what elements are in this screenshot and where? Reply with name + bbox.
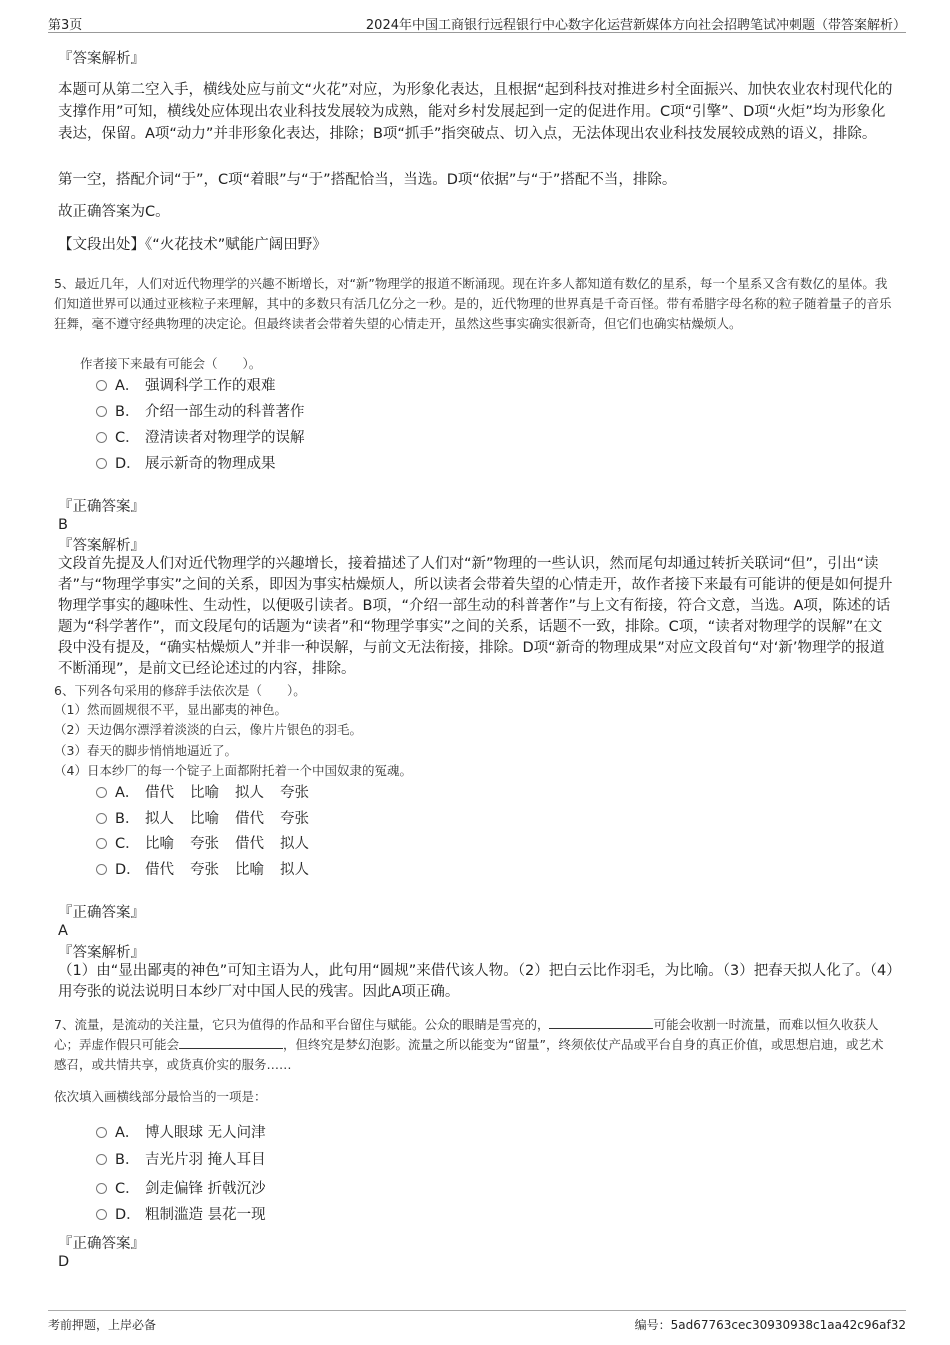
page-footer — [48, 1310, 906, 1337]
q6-option-a[interactable]: A． 借代 比喻 拟人 夸张 — [96, 782, 325, 804]
q5-stem: 5、最近几年，人们对近代物理学的兴趣不断增长，对“新”物理学的报道不断涌现。现在许多人都知道有数亿的星系，每一个星系又含有数亿的星体。我们知道世界可以通过亚核粒子来理解，其中的多数只有活几亿分之一秒。是的，近代物理的世界真是千奇百怪。带有希腊字母名称的粒子随着量子的音乐狂舞，毫不遵守经典物理的决定论。但最终读者会带着失望的心情走开，虽然这些事实确实很新奇，但它们也确实枯燥烦人。 — [54, 276, 892, 331]
blank-1 — [549, 1016, 653, 1029]
q5-analysis-label: 『答案解析』 — [58, 538, 145, 554]
radio-icon[interactable] — [96, 864, 107, 875]
q6-answer-label: 『正确答案』 — [58, 905, 145, 921]
q6-sentence-3: （3）春天的脚步悄悄地逼近了。 — [54, 743, 237, 758]
q4-analysis-p3: 故正确答案为C。 — [58, 204, 170, 220]
document-title: 2024年中国工商银行远程银行中心数字化运营新媒体方向社会招聘笔试冲刺题（带答案解析） — [365, 18, 906, 33]
radio-icon[interactable] — [96, 813, 107, 824]
page-number: 第3页 — [48, 18, 83, 33]
q6-sentence-2: （2）天边偶尔漂浮着淡淡的白云，像片片银色的羽毛。 — [54, 722, 362, 737]
radio-icon[interactable] — [96, 1183, 107, 1194]
page-header — [48, 12, 906, 33]
document-id: 编号：5ad67763cec30930938c1aa42c96af32 — [634, 1318, 906, 1332]
q6-stem: 6、下列各句采用的修辞手法依次是（ ）。 — [54, 683, 306, 698]
footer-slogan: 考前押题，上岸必备 — [48, 1318, 157, 1332]
radio-icon[interactable] — [96, 838, 107, 849]
radio-icon[interactable] — [96, 406, 107, 417]
radio-icon[interactable] — [96, 1209, 107, 1220]
q5-option-d[interactable]: D． 展示新奇的物理成果 — [96, 453, 276, 475]
q7-answer-label: 『正确答案』 — [58, 1236, 145, 1252]
q6-analysis: （1）由“显出鄙夷的神色”可知主语为人，此句用“圆规”来借代该人物。（2）把白云比作羽毛，为比喻。（3）把春天拟人化了。（4）用夸张的说法说明日本纱厂对中国人民的残害。因此A项正确。 — [58, 963, 894, 1000]
q5-analysis: 文段首先提及人们对近代物理学的兴趣增长，接着描述了人们对“新”物理的一些认识，然而尾句却通过转折关联词“但”，引出“读者”与“物理学事实”之间的关系，即因为事实枯燥烦人，所以读者会带着失望的心情走开，故作者接下来最有可能讲的便是如何提升物理学事实的趣味性、生动性，以便吸引读者。B项，“介绍一部生动的科普著作”与上文有衔接，符合文意，当选。A项，陈述的话题为“科学著作”，而文段尾句的话题为“读者”和“物理学事实”之间的关系，话题不一致，排除。C项，“读者对物理学的误解”在文段中没有提及，“确实枯燥烦人”并非一种误解，与前文无法衔接，排除。D项“新奇的物理成果”对应文段首句“对‘新’物理学的报道不断涌现”，是前文已经论述过的内容，排除。 — [58, 556, 893, 677]
q7-option-c[interactable]: C． 剑走偏锋 折戟沉沙 — [96, 1178, 266, 1200]
q6-option-d[interactable]: D． 借代 夸张 比喻 拟人 — [96, 859, 325, 881]
q5-option-c[interactable]: C． 澄清读者对物理学的误解 — [96, 427, 305, 449]
radio-icon[interactable] — [96, 380, 107, 391]
q4-source: 【文段出处】《“火花技术”赋能广阔田野》 — [58, 237, 327, 253]
radio-icon[interactable] — [96, 1154, 107, 1165]
q5-option-a[interactable]: A． 强调科学工作的艰难 — [96, 375, 276, 397]
q6-sentence-4: （4）日本纱厂的每一个锭子上面都附托着一个中国奴隶的冤魂。 — [54, 763, 412, 778]
radio-icon[interactable] — [96, 1127, 107, 1138]
q6-answer: A — [58, 923, 68, 939]
radio-icon[interactable] — [96, 787, 107, 798]
q7-option-d[interactable]: D． 粗制滥造 昙花一现 — [96, 1204, 266, 1226]
q6-option-b[interactable]: B． 拟人 比喻 借代 夸张 — [96, 808, 325, 830]
q6-analysis-label: 『答案解析』 — [58, 945, 145, 961]
q7-option-a[interactable]: A． 博人眼球 无人问津 — [96, 1122, 266, 1144]
q5-option-b[interactable]: B． 介绍一部生动的科普著作 — [96, 401, 305, 423]
q5-answer: B — [58, 517, 68, 533]
q4-analysis-p1: 本题可从第二空入手，横线处应与前文“火花”对应，为形象化表达，且根据“起到科技对推进乡村全面振兴、加快农业农村现代化的支撑作用”可知，横线处应体现出农业科技发展较为成熟，能对乡村发展起到一定的促进作用。C项“引擎”、D项“火炬”均为形象化表达，保留。A项“动力”并非形象化表达，排除；B项“抓手”指突破点、切入点，无法体现出农业科技发展较成熟的语义，排除。 — [58, 82, 893, 142]
q7-answer: D — [58, 1254, 70, 1270]
q4-analysis-p2: 第一空，搭配介词“于”，C项“着眼”与“于”搭配恰当，当选。D项“依据”与“于”搭配不当，排除。 — [58, 172, 677, 188]
q7-stem: 7、流量，是流动的关注量，它只为值得的作品和平台留住与赋能。公众的眼睛是雪亮的， 可能会收割一时流量，而难以恒久收获人心；弄虚作假只可能会 ，但终究是梦幻泡影。流量之所以能变为“留量”，终须依仗产品或平台自身的真正价值，或思想启迪，或艺术感召，或共情共享，或货真价实的服务…… — [54, 1017, 884, 1072]
blank-2 — [179, 1036, 283, 1049]
q5-prompt: 作者接下来最有可能会（ ）。 — [80, 356, 262, 371]
radio-icon[interactable] — [96, 432, 107, 443]
q4-analysis-label: 『答案解析』 — [58, 51, 145, 67]
q6-option-c[interactable]: C． 比喻 夸张 借代 拟人 — [96, 833, 325, 855]
q5-answer-label: 『正确答案』 — [58, 499, 145, 515]
q7-option-b[interactable]: B． 吉光片羽 掩人耳目 — [96, 1149, 266, 1171]
q6-sentence-1: （1）然而圆规很不平，显出鄙夷的神色。 — [54, 702, 287, 717]
q7-prompt: 依次填入画横线部分最恰当的一项是： — [54, 1089, 267, 1104]
radio-icon[interactable] — [96, 458, 107, 469]
